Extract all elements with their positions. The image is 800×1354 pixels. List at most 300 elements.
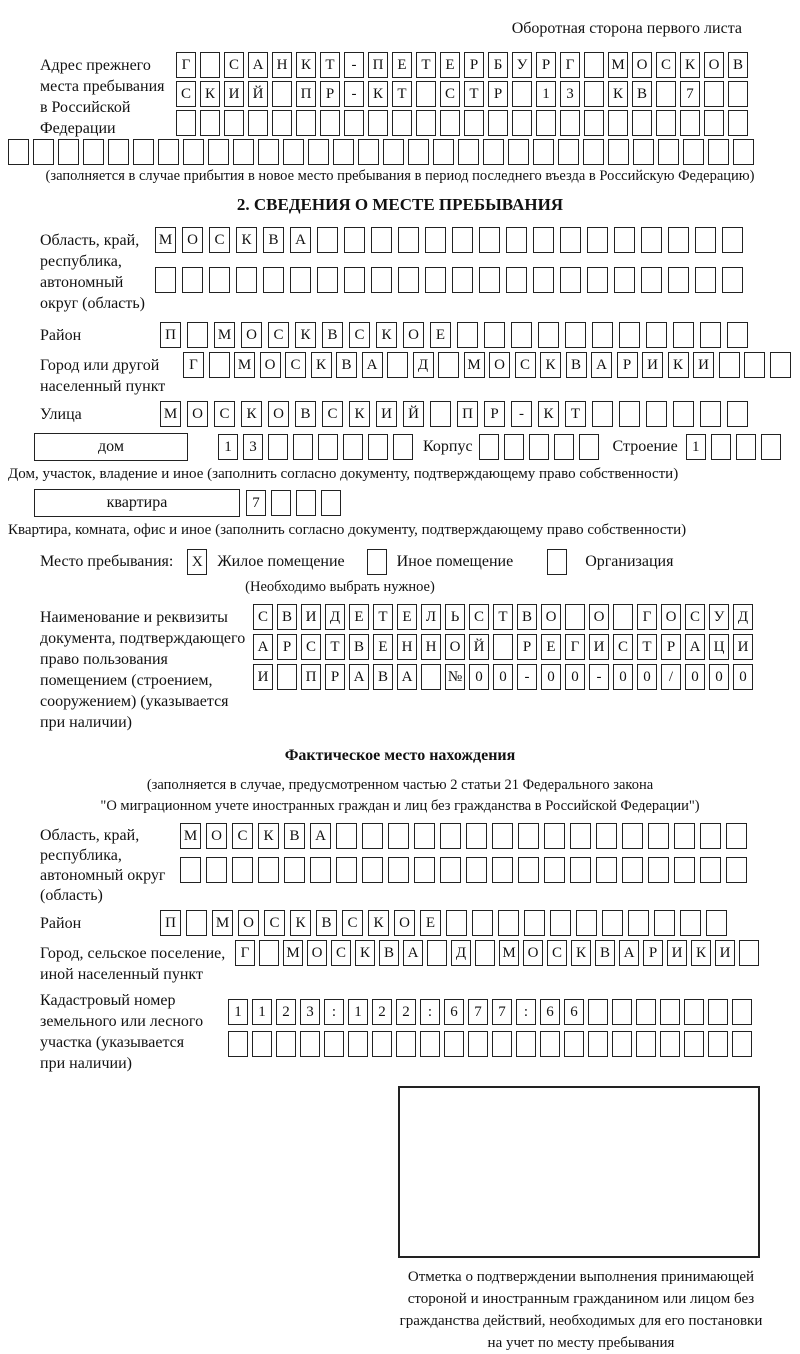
char-box: С (656, 52, 676, 78)
char-box (506, 267, 527, 293)
char-box: В (322, 322, 343, 348)
char-box (200, 52, 220, 78)
char-box: К (200, 81, 220, 107)
cadastre-row-2 (228, 1031, 752, 1057)
document-row-3 (253, 664, 753, 690)
char-box (560, 267, 581, 293)
char-box (673, 401, 694, 427)
char-box (272, 110, 292, 136)
fact-location-title: Фактическое место нахождения (284, 747, 516, 764)
char-box (700, 857, 721, 883)
char-box: Д (413, 352, 434, 378)
stay-place-label: Место пребывания: (40, 553, 174, 570)
char-box (508, 139, 529, 165)
char-box (362, 857, 383, 883)
char-box (498, 910, 519, 936)
char-box: П (160, 910, 181, 936)
char-box (336, 823, 357, 849)
char-box: К (349, 401, 370, 427)
char-box: Й (469, 634, 489, 660)
char-box: О (589, 604, 609, 630)
char-box (560, 227, 581, 253)
fact-city-block (40, 940, 800, 985)
char-box: А (290, 227, 311, 253)
char-box (296, 490, 316, 516)
char-box (583, 139, 604, 165)
char-box: В (595, 940, 615, 966)
char-box (612, 999, 632, 1025)
district-label: Район (40, 327, 82, 344)
apartment-block (34, 489, 800, 517)
char-box (550, 910, 571, 936)
char-box: К (241, 401, 262, 427)
char-box (646, 401, 667, 427)
char-box: О (704, 52, 724, 78)
char-box (277, 664, 297, 690)
char-box (648, 823, 669, 849)
char-box: Н (397, 634, 417, 660)
char-box: Т (392, 81, 412, 107)
house-box-label: дом (34, 433, 188, 461)
char-box (518, 857, 539, 883)
char-box: П (368, 52, 388, 78)
char-box: О (445, 634, 465, 660)
confirmation-stamp-box (398, 1086, 760, 1258)
char-box (700, 322, 721, 348)
char-box (711, 434, 731, 460)
char-box (544, 823, 565, 849)
char-box (398, 227, 419, 253)
district-row (160, 322, 748, 348)
char-box: С (322, 401, 343, 427)
char-box (726, 823, 747, 849)
char-box (317, 267, 338, 293)
char-box: С (331, 940, 351, 966)
prev-address-block (40, 52, 800, 139)
char-box: - (344, 52, 364, 78)
char-box: Т (416, 52, 436, 78)
char-box: С (268, 322, 289, 348)
char-box (425, 267, 446, 293)
char-box: О (206, 823, 227, 849)
char-box (232, 857, 253, 883)
char-box (656, 81, 676, 107)
char-box: Р (325, 664, 345, 690)
char-box (700, 401, 721, 427)
char-box (393, 434, 413, 460)
korpus-label: Корпус (423, 438, 473, 455)
char-box (744, 352, 765, 378)
char-box: 0 (493, 664, 513, 690)
char-box (268, 434, 288, 460)
char-box (613, 604, 633, 630)
char-box: П (301, 664, 321, 690)
char-box (636, 1031, 656, 1057)
char-box (209, 267, 230, 293)
char-box: О (187, 401, 208, 427)
char-box: - (344, 81, 364, 107)
char-box: И (715, 940, 735, 966)
char-box: Т (464, 81, 484, 107)
char-box (440, 857, 461, 883)
char-box: Л (421, 604, 441, 630)
char-box (492, 1031, 512, 1057)
char-box: А (685, 634, 705, 660)
char-box (263, 267, 284, 293)
char-box: М (499, 940, 519, 966)
char-box: С (285, 352, 306, 378)
char-box (708, 999, 728, 1025)
char-box (336, 857, 357, 883)
char-box (732, 1031, 752, 1057)
char-box (206, 857, 227, 883)
char-box (608, 110, 628, 136)
char-box (388, 823, 409, 849)
char-box (293, 434, 313, 460)
region-label: Область, край, республика, автономный округ (область) (40, 232, 145, 312)
char-box (536, 110, 556, 136)
char-box (632, 110, 652, 136)
char-box: М (160, 401, 181, 427)
char-box: И (733, 634, 753, 660)
prev-address-row-3 (176, 110, 748, 136)
char-box: С (342, 910, 363, 936)
char-box (540, 1031, 560, 1057)
char-box (208, 139, 229, 165)
char-box (641, 267, 662, 293)
char-box: В (632, 81, 652, 107)
char-box: С (515, 352, 536, 378)
char-box: Е (349, 604, 369, 630)
char-box: Б (488, 52, 508, 78)
char-box: Е (541, 634, 561, 660)
fact-location-caption-1: (заполняется в случае, предусмотренном частью 2 статьи 21 Федерального закона (146, 777, 654, 793)
char-box (554, 434, 574, 460)
document-label: Наименование и реквизиты документа, подтверждающего право пользования помещением (строением, сооружением) (указывается при наличии) (40, 609, 246, 731)
char-box (584, 52, 604, 78)
char-box (493, 634, 513, 660)
char-box (421, 664, 441, 690)
char-box (362, 823, 383, 849)
char-box (318, 434, 338, 460)
char-box (452, 267, 473, 293)
char-box (538, 322, 559, 348)
char-box: О (523, 940, 543, 966)
char-box: Д (451, 940, 471, 966)
char-box (674, 823, 695, 849)
char-box: 1 (228, 999, 248, 1025)
char-box: В (728, 52, 748, 78)
char-box (608, 139, 629, 165)
char-box: Г (637, 604, 657, 630)
char-box (533, 267, 554, 293)
char-box (660, 999, 680, 1025)
city-block (40, 352, 800, 397)
char-box (392, 110, 412, 136)
char-box (416, 110, 436, 136)
char-box (438, 352, 459, 378)
char-box: 1 (348, 999, 368, 1025)
char-box: К (608, 81, 628, 107)
char-box (512, 110, 532, 136)
char-box (358, 139, 379, 165)
fact-region-row-2 (180, 857, 747, 883)
char-box: 1 (218, 434, 238, 460)
char-box (533, 227, 554, 253)
char-box (761, 434, 781, 460)
char-box (732, 999, 752, 1025)
char-box: - (589, 664, 609, 690)
char-box: К (368, 910, 389, 936)
fact-region-label: Область, край, республика, автономный округ (область) (40, 827, 166, 904)
char-box (728, 110, 748, 136)
char-box: А (591, 352, 612, 378)
char-box: 1 (686, 434, 706, 460)
char-box: С (176, 81, 196, 107)
char-box (654, 910, 675, 936)
char-box: М (214, 322, 235, 348)
char-box (252, 1031, 272, 1057)
char-box: М (180, 823, 201, 849)
fact-location-caption-2: "О миграционном учете иностранных граждан и лиц без гражданства в Российской Федерации") (100, 798, 700, 814)
char-box: М (283, 940, 303, 966)
stay-place-checkbox-dwelling: X (187, 549, 207, 575)
char-box: С (214, 401, 235, 427)
char-box (224, 110, 244, 136)
char-box: М (608, 52, 628, 78)
char-box: В (295, 401, 316, 427)
page-side-note: Оборотная сторона первого листа (511, 20, 742, 37)
char-box (83, 139, 104, 165)
char-box: С (685, 604, 705, 630)
char-box: Е (392, 52, 412, 78)
cadastre-row-1 (228, 999, 752, 1025)
stay-place-option-other: Иное помещение (396, 553, 514, 570)
char-box: О (241, 322, 262, 348)
char-box: К (355, 940, 375, 966)
char-box (660, 1031, 680, 1057)
char-box (228, 1031, 248, 1057)
char-box: К (376, 322, 397, 348)
char-box: - (517, 664, 537, 690)
stay-place-checkbox-organization (547, 549, 567, 575)
char-box: О (394, 910, 415, 936)
char-box: О (489, 352, 510, 378)
char-box: В (263, 227, 284, 253)
fact-city-row (235, 940, 759, 966)
char-box: И (253, 664, 273, 690)
char-box: К (296, 52, 316, 78)
char-box (727, 322, 748, 348)
char-box: И (642, 352, 663, 378)
char-box (656, 110, 676, 136)
char-box (452, 227, 473, 253)
char-box: В (517, 604, 537, 630)
apartment-box-label: квартира (34, 489, 240, 517)
char-box: Т (637, 634, 657, 660)
char-box: С (547, 940, 567, 966)
fact-region-row-1 (180, 823, 747, 849)
char-box (524, 910, 545, 936)
fact-district-label: Район (40, 915, 82, 932)
char-box (492, 823, 513, 849)
char-box (425, 227, 446, 253)
char-box (733, 139, 754, 165)
char-box: Н (272, 52, 292, 78)
char-box (596, 857, 617, 883)
char-box (259, 940, 279, 966)
char-box: О (541, 604, 561, 630)
char-box (584, 81, 604, 107)
char-box (180, 857, 201, 883)
char-box: Е (373, 634, 393, 660)
char-box (504, 434, 524, 460)
korpus-cells (479, 434, 599, 460)
char-box (584, 110, 604, 136)
city-row (183, 352, 791, 378)
char-box (558, 139, 579, 165)
char-box: О (307, 940, 327, 966)
char-box (576, 910, 597, 936)
char-box (680, 910, 701, 936)
char-box: Г (565, 634, 585, 660)
char-box: С (264, 910, 285, 936)
char-box: Р (517, 634, 537, 660)
char-box (612, 1031, 632, 1057)
char-box (183, 139, 204, 165)
char-box (472, 910, 493, 936)
char-box: Р (643, 940, 663, 966)
char-box (622, 857, 643, 883)
char-box: Е (440, 52, 460, 78)
char-box: К (668, 352, 689, 378)
char-box (387, 352, 408, 378)
char-box (446, 910, 467, 936)
char-box (182, 267, 203, 293)
char-box (344, 110, 364, 136)
char-box (209, 352, 230, 378)
char-box: Т (320, 52, 340, 78)
char-box: О (403, 322, 424, 348)
char-box: И (376, 401, 397, 427)
char-box (529, 434, 549, 460)
char-box (108, 139, 129, 165)
char-box (484, 322, 505, 348)
cadastre-block (40, 987, 800, 1074)
char-box (646, 322, 667, 348)
char-box (614, 227, 635, 253)
char-box (739, 940, 759, 966)
apartment-caption: Квартира, комната, офис и иное (заполнить согласно документу, подтверждающему право собственности) (8, 522, 687, 538)
char-box (570, 823, 591, 849)
char-box (383, 139, 404, 165)
house-cells (218, 434, 413, 460)
street-label: Улица (40, 406, 82, 423)
char-box (368, 110, 388, 136)
char-box: Й (403, 401, 424, 427)
char-box (704, 110, 724, 136)
char-box (200, 110, 220, 136)
stay-place-block (40, 549, 800, 575)
stay-place-option-dwelling: Жилое помещение (217, 553, 345, 570)
char-box (333, 139, 354, 165)
char-box (414, 823, 435, 849)
char-box (479, 434, 499, 460)
char-box: Е (397, 604, 417, 630)
char-box: 6 (540, 999, 560, 1025)
char-box (483, 139, 504, 165)
char-box (308, 139, 329, 165)
char-box (33, 139, 54, 165)
char-box (683, 139, 704, 165)
char-box: В (316, 910, 337, 936)
char-box: О (260, 352, 281, 378)
char-box (233, 139, 254, 165)
char-box (276, 1031, 296, 1057)
char-box (430, 401, 451, 427)
char-box (158, 139, 179, 165)
char-box: С (301, 634, 321, 660)
char-box: Ц (709, 634, 729, 660)
char-box: 7 (246, 490, 266, 516)
char-box: Р (617, 352, 638, 378)
char-box: И (301, 604, 321, 630)
char-box (695, 267, 716, 293)
char-box (565, 322, 586, 348)
house-block (34, 433, 800, 461)
char-box (408, 139, 429, 165)
char-box (516, 1031, 536, 1057)
char-box: В (277, 604, 297, 630)
char-box: О (632, 52, 652, 78)
char-box: И (693, 352, 714, 378)
char-box (722, 227, 743, 253)
char-box (579, 434, 599, 460)
char-box: К (290, 910, 311, 936)
char-box: С (224, 52, 244, 78)
char-box (587, 227, 608, 253)
char-box (416, 81, 436, 107)
char-box: В (566, 352, 587, 378)
char-box (368, 434, 388, 460)
char-box (396, 1031, 416, 1057)
char-box (592, 322, 613, 348)
char-box: Р (464, 52, 484, 78)
char-box (560, 110, 580, 136)
char-box (722, 267, 743, 293)
char-box: С (613, 634, 633, 660)
char-box: А (248, 52, 268, 78)
char-box (444, 1031, 464, 1057)
char-box (684, 1031, 704, 1057)
char-box: 6 (564, 999, 584, 1025)
char-box: С (469, 604, 489, 630)
char-box (680, 110, 700, 136)
fact-city-label: Город, сельское поселение, иной населенный пункт (40, 945, 226, 983)
char-box: К (236, 227, 257, 253)
char-box: : (516, 999, 536, 1025)
char-box: И (667, 940, 687, 966)
char-box: О (182, 227, 203, 253)
char-box (320, 110, 340, 136)
char-box: / (661, 664, 681, 690)
char-box (466, 857, 487, 883)
char-box (371, 267, 392, 293)
char-box (602, 910, 623, 936)
char-box (284, 857, 305, 883)
char-box: 0 (565, 664, 585, 690)
char-box (258, 857, 279, 883)
